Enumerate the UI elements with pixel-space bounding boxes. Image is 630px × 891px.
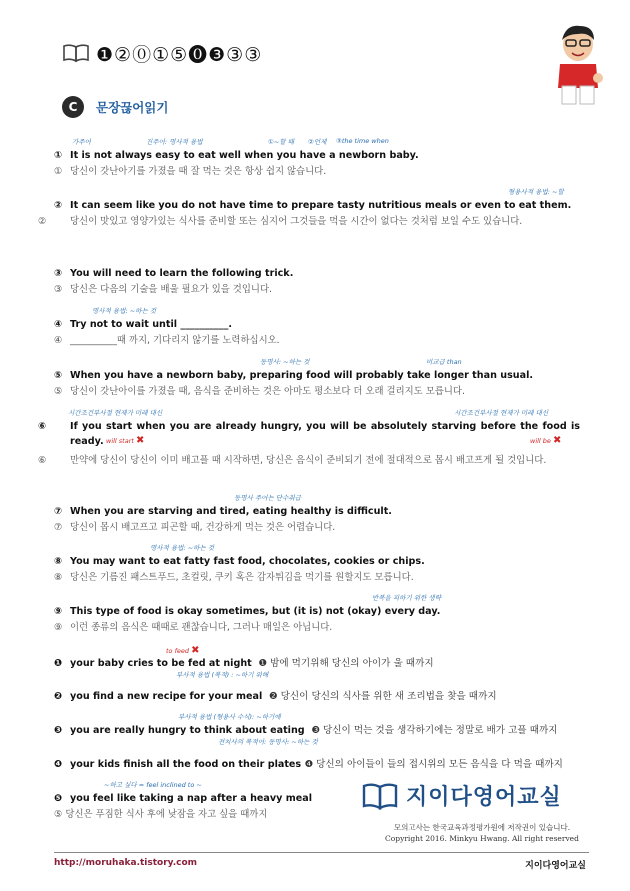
annotation: 부사적 용법 (목적) : ~하기 위해 [176, 671, 269, 679]
choice-text: ❷ you find a new recipe for your meal ❷ 당신이 당신의 식사를 위한 새 조리법을 찾을 때까지 [54, 691, 497, 702]
x-mark-icon: ✖ [136, 435, 145, 446]
sentence-korean: ① 당신이 갓난아기를 가졌을 때 잘 먹는 것은 항상 쉽지 않습니다. [54, 166, 327, 177]
exam-code: ❶②⓪①⑤⓿❸③③ [96, 43, 263, 66]
annotation: ②언제 [308, 138, 327, 146]
annotation: 시간조건부사절 현재가 미래 대신 [454, 409, 549, 417]
choice-3 [54, 713, 580, 746]
annotation: 진주어: 명사적 용법 [146, 138, 203, 146]
sentence-english: ⑧ You may want to eat fatty fast food, chocolates, cookies or chips. [54, 556, 425, 567]
sentence-english: ② It can seem like you do not have time to prepare tasty nutritious meals or even to eat them. [54, 200, 572, 211]
annotation: 동명사 주어는 단수취급 [234, 494, 301, 502]
choice-korean: ⑤ 당신은 푸짐한 식사 후에 낮잠을 자고 싶을 때까지 [54, 809, 268, 820]
annotation: 동명사: ~하는 것 [260, 358, 310, 366]
sentence-english: ⑥ If you start when you are already hungry, you will be absolutely starving before the food is ready. [38, 421, 580, 447]
footer-divider [54, 852, 589, 853]
choice-text: ❸ you are really hungry to think about eating ❸ 당신이 먹는 것을 생각하기에는 정말로 배가 고플 때까지 [54, 725, 558, 736]
annotation: 반복을 피하기 위한 생략 [372, 594, 441, 602]
annotation: 형용사적 용법: ~할 [508, 188, 564, 196]
brand-logo [362, 780, 562, 811]
sentence-korean: ③ 당신은 다음의 기술을 배울 필요가 있을 것입니다. [54, 284, 272, 295]
copyright-notice: 모의고사는 한국교육과정평가원에 저작권이 있습니다. [393, 823, 571, 832]
open-book-icon [362, 782, 398, 810]
sentence-korean: ⑥ 만약에 당신이 당신이 이미 배고플 때 시작하면, 당신은 음식이 준비되기 전에 절대적으로 몹시 배고프게 될 것입니다. [38, 455, 547, 466]
x-mark-icon: ✖ [553, 435, 562, 446]
sentence-4 [54, 307, 580, 348]
annotation: 시간조건부사절 현재가 미래 대신 [68, 409, 163, 417]
sentence-korean: ⑦ 당신이 몹시 배고프고 피곤할 때, 건강하게 먹는 것은 어렵습니다. [54, 522, 336, 533]
sentence-korean: ④ __________때 까지, 기다리지 않기를 노력하십시오. [54, 335, 280, 346]
choice-text: ❶ your baby cries to be fed at night ❶ 밤에 먹기위해 당신의 아이가 울 때까지 [54, 658, 434, 669]
teacher-avatar [548, 22, 608, 108]
annotation: will be ✖ [530, 435, 562, 446]
section-title [62, 96, 168, 118]
annotation: 비교급 than [426, 358, 462, 366]
annotation: ①~할 때 [268, 138, 294, 146]
annotation: ~하고 싶다 = feel inclined to ~ [104, 781, 202, 789]
choice-4 [54, 757, 580, 772]
sentence-8 [54, 544, 580, 585]
choice-text: ❺ you feel like taking a nap after a heavy meal [54, 793, 313, 804]
annotation: 명사적 용법: ~하는 것 [92, 307, 157, 315]
choice-1 [54, 645, 580, 679]
logo-title: 지이다영어교실 [406, 785, 562, 810]
annotation: ③the time when [336, 137, 389, 145]
sentence-english: ⑤ When you have a newborn baby, preparing food will probably take longer than usual. [54, 370, 534, 381]
page-header [62, 40, 262, 66]
sentence-english: ① It is not always easy to eat well when you have a newborn baby. [54, 150, 419, 161]
footer-brand: 지이다영어교실 [525, 861, 586, 871]
sentence-korean: ② 당신이 맛있고 영양가있는 식사를 준비할 또는 심지어 그것들을 먹을 시간이 없다는 것처럼 보일 수도 있습니다. [38, 216, 523, 227]
copyright-line: Copyright 2016. Minkyu Hwang. All right reserved [385, 834, 579, 843]
open-book-icon [62, 43, 90, 63]
x-mark-icon: ✖ [191, 645, 200, 656]
sentence-7 [54, 494, 580, 535]
sentence-9 [54, 594, 580, 635]
annotation: 명사적 용법: ~하는 것 [150, 544, 215, 552]
sentence-english: ⑦ When you are starving and tired, eating healthy is difficult. [54, 506, 392, 517]
sentence-6 [38, 409, 580, 468]
footer-url-link[interactable]: http://moruhaka.tistory.com [54, 858, 198, 868]
annotation: 부사적 용법 (형용사 수식): ~하기에 [178, 713, 281, 721]
annotation: 가주어 [72, 138, 91, 146]
choice-text: ❹ your kids finish all the food on their plates ❹ 당신의 아이들이 들의 접시위의 모든 음식을 다 먹을 때까지 [54, 759, 563, 770]
sentence-korean: ⑨ 이런 종류의 음식은 때때로 괜찮습니다, 그러나 매일은 아닙니다. [54, 622, 333, 633]
section-label: 문장끊어읽기 [96, 100, 169, 115]
section-badge: C [62, 96, 84, 118]
annotation: will start ✖ [106, 435, 145, 446]
annotation: to feed ✖ [166, 645, 200, 656]
sentence-english: ④ Try not to wait until __________. [54, 319, 233, 330]
choice-2 [54, 689, 580, 704]
sentence-english: ⑨ This type of food is okay sometimes, but (it is) not (okay) every day. [54, 606, 441, 617]
sentence-korean: ⑤ 당신이 갓난아이를 가졌을 때, 음식을 준비하는 것은 아마도 평소보다 더 오래 걸리지도 모릅니다. [54, 386, 465, 397]
sentence-2 [38, 188, 580, 229]
sentence-1 [54, 137, 580, 179]
sentence-english: ③ You will need to learn the following trick. [54, 268, 294, 279]
annotation: 전치사의 목적어: 동명사: ~하는 것 [218, 738, 318, 746]
sentence-korean: ⑧ 당신은 기름진 패스트푸드, 초컬릿, 쿠키 혹은 감자튀김을 먹기를 원할지도 모릅니다. [54, 572, 414, 583]
sentence-3 [54, 266, 580, 297]
sentence-5 [54, 358, 580, 399]
